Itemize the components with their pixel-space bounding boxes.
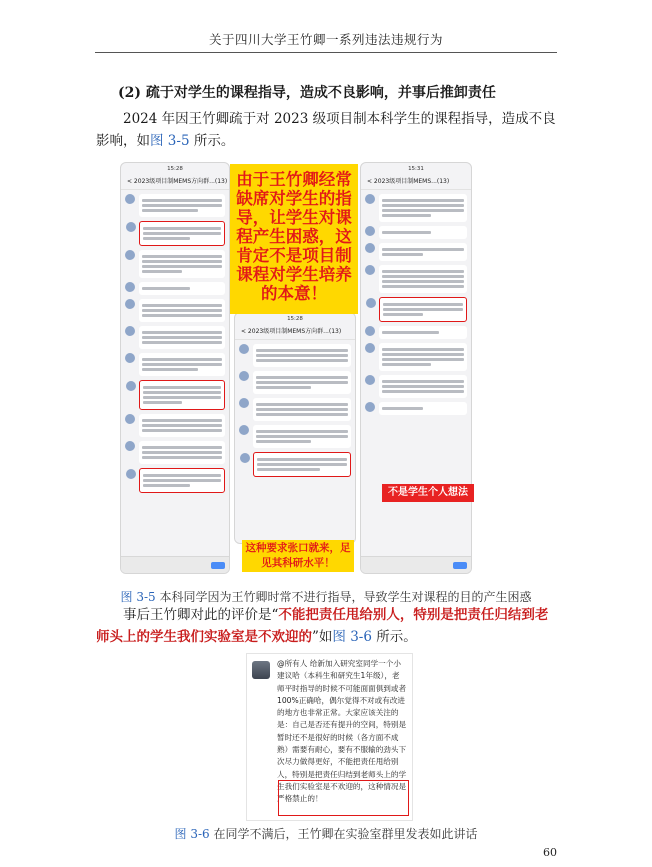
status-bar-time: 15:31 [408,166,424,172]
avatar [240,453,250,463]
chat-message [379,402,467,415]
chat-message [253,371,351,394]
header-rule [95,52,557,53]
avatar [125,326,135,336]
avatar [125,194,135,204]
chat-message [139,250,225,278]
avatar [239,371,249,381]
caption-figure-3-6 [0,825,652,842]
chat-message [253,344,351,367]
avatar [125,353,135,363]
chat-message [379,194,467,222]
chat-message-highlighted [379,297,467,322]
chat-message [139,299,225,322]
chat-input-bar[interactable] [121,556,229,573]
avatar [125,282,135,292]
section-title: (2) 疏于对学生的课程指导，造成不良影响，并事后推卸责任 [118,85,496,101]
para2-text-c: 所示。 [371,629,417,645]
avatar [126,469,136,479]
chat-screenshot-2 [234,312,356,544]
chat-message-highlighted [139,380,225,410]
paragraph-2 [96,604,556,648]
caption-35-ref: 图 3-5 [120,590,156,604]
annotation-not-student: 不是学生个人想法 [382,484,474,502]
figure-35-link[interactable]: 图 3-5 [150,133,190,149]
highlight-box [278,780,409,816]
avatar [126,222,136,232]
chat-message [379,226,467,239]
chat-message-highlighted [139,221,225,246]
annotation-main: 由于王竹卿经常缺席对学生的指导，让学生对课程产生困惑，这肯定不是项目制课程对学生培养的本意！ [230,164,358,314]
chat-message [379,265,467,293]
chat-message [139,414,225,437]
chat-message [139,441,225,464]
caption-figure-3-5 [0,588,652,605]
status-bar-time: 15:28 [167,166,183,172]
avatar [365,375,375,385]
group-chat-message: @所有人 给新加入研究室同学一个小建议哈（本科生和研究生1年级），老师平时指导的时候不可能面面俱到或者100%正确哈，偶尔觉得不对或有改进的地方也非常正常。大家应该关注的是：自己是否还有提升的空间，特别是暂时还不是很好的时候（各方面不成熟）需要有耐心，要有不服输的劲头下次尽力做得更好，不能把责任甩给别人，特别是把责任归结到老师头上的学生我们实验室是不欢迎的，这种情况是严格禁止的！ [277,659,407,804]
chat-message [139,282,225,295]
paragraph-1 [96,108,556,152]
chat-message [253,398,351,421]
avatar [365,343,375,353]
avatar [366,298,376,308]
avatar [365,226,375,236]
chat-message [379,243,467,261]
chat-input-bar[interactable] [361,556,471,573]
avatar [125,299,135,309]
chat-message [379,343,467,371]
avatar [125,414,135,424]
caption-35-text: 本科同学因为王竹卿时常不进行指导，导致学生对课程的目的产生困惑 [155,590,532,604]
figure-3-6 [246,653,413,821]
avatar [365,402,375,412]
avatar [252,661,270,679]
page-number: 60 [543,846,557,859]
para2-text-b: ”如 [312,629,333,645]
chat-title: < 2023级项目制MEMS方向群...(13) [235,325,355,340]
avatar [239,398,249,408]
avatar [239,344,249,354]
avatar [125,441,135,451]
send-button[interactable] [453,562,467,569]
avatar [365,243,375,253]
chat-screenshot-3 [360,162,472,574]
avatar [126,381,136,391]
avatar [239,425,249,435]
chat-message [379,326,467,339]
figure-36-link[interactable]: 图 3-6 [332,629,372,645]
para2-quote: 不能把责任甩给别人，特别是把责任归结到老师头上的学生我们实验室是不欢迎的 [96,607,549,645]
chat-screenshot-1 [120,162,230,574]
running-header: 关于四川大学王竹卿一系列违法违规行为 [208,32,443,47]
caption-36-text: 在同学不满后，王竹卿在实验室群里发表如此讲话 [209,827,478,841]
chat-message [139,194,225,217]
chat-message [253,425,351,448]
annotation-demand: 这种要求张口就来，足见其科研水平！ [242,540,354,572]
para2-text-a: 事后王竹卿对此的评价是“ [123,607,279,623]
para1-text-a: 2024 年因王竹卿疏于对 2023 级项目制本科学生的课程指导，造成不良影响，如 [96,111,556,149]
avatar [125,250,135,260]
chat-title: < 2023级项目制MEMS...(13) [361,175,471,190]
para1-text-b: 所示。 [189,133,235,149]
figure-3-5 [120,162,470,582]
chat-message [139,326,225,349]
avatar [365,326,375,336]
chat-title: < 2023级项目制MEMS方向群...(13) [121,175,229,190]
status-bar-time: 15:28 [287,316,303,322]
avatar [365,265,375,275]
chat-message-highlighted [139,468,225,493]
caption-36-ref: 图 3-6 [174,827,210,841]
avatar [365,194,375,204]
chat-message [379,375,467,398]
send-button[interactable] [211,562,225,569]
chat-message-highlighted [253,452,351,477]
chat-message [139,353,225,376]
